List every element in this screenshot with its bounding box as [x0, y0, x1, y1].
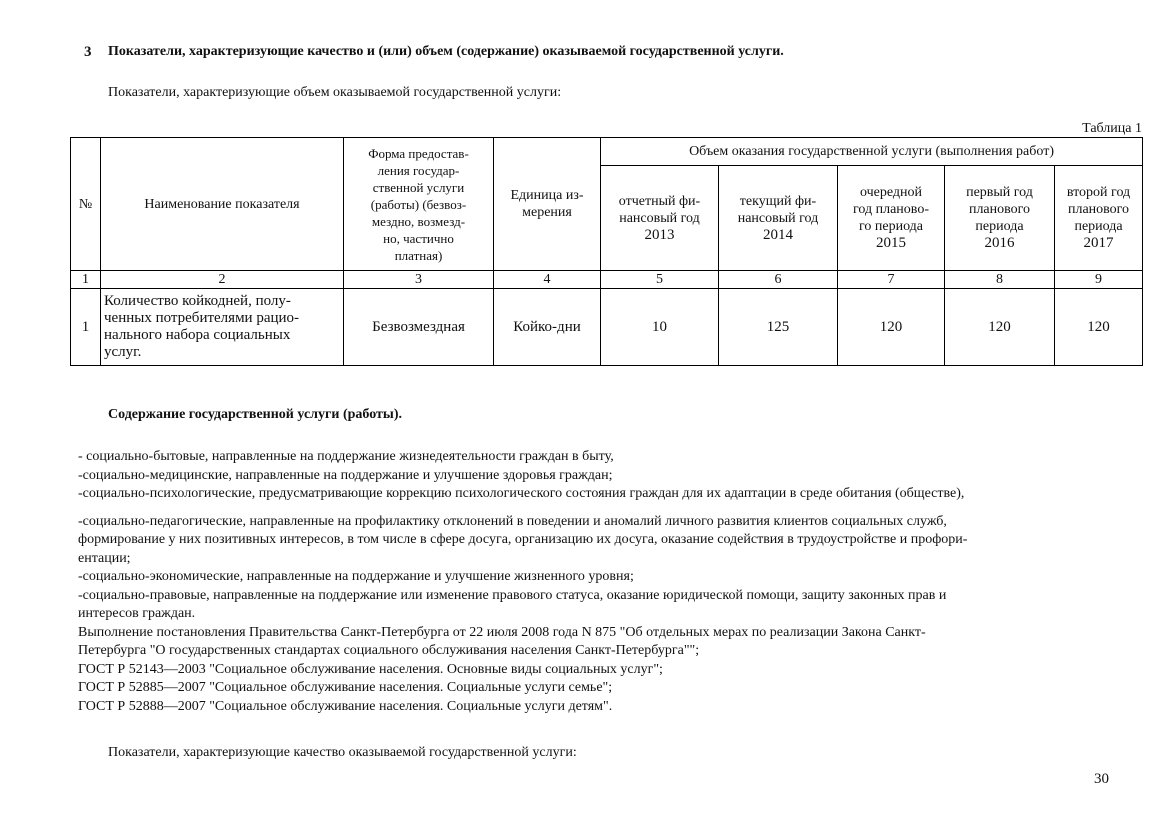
table-label: Таблица 1	[1082, 121, 1142, 136]
row-value-2013: 10	[601, 289, 719, 366]
section-title: Показатели, характеризующие качество и (или) объем (содержание) оказываемой государственной услуги.	[108, 44, 784, 59]
row-unit: Койко-дни	[494, 289, 601, 366]
header-form-l1: ления государ-	[377, 162, 460, 178]
column-number: 7	[838, 271, 945, 289]
header-period-2015	[838, 166, 945, 271]
content-line: - социально-бытовые, направленные на поддержание жизнедеятельности граждан в быту,	[78, 449, 614, 464]
content-line: интересов граждан.	[78, 606, 196, 621]
header-period-2017	[1055, 166, 1143, 271]
content-line: Петербурга "О государственных стандартах социального обслуживания населения Санкт-Петербурга"";	[78, 643, 700, 658]
period-year: 2014	[763, 226, 793, 243]
content-line: Выполнение постановления Правительства Санкт-Петербурга от 22 июля 2008 года N 875 "Об отдельных мерах по реализации Закона Санкт-	[78, 624, 926, 640]
period-line: планового	[968, 202, 1031, 217]
header-form-l3: (работы) (безвоз-	[370, 196, 467, 212]
period-line: год планово-	[853, 202, 929, 217]
period-line: нансовый год	[619, 210, 700, 226]
period-line: второй год	[1066, 185, 1131, 200]
header-form-l6: платная)	[394, 247, 443, 263]
content-title: Содержание государственной услуги (работы).	[108, 407, 402, 422]
period-year: 2013	[644, 226, 675, 243]
header-unit-l1: мерения	[522, 205, 572, 220]
row-name-l3: услуг.	[104, 344, 142, 360]
content-line: ГОСТ Р 52888—2007 "Социальное обслуживание населения. Социальные услуги детям".	[78, 698, 613, 714]
header-volume-group: Объем оказания государственной услуги (выполнения работ)	[601, 138, 1143, 166]
row-num: 1	[71, 289, 101, 366]
content-line: -социально-экономические, направленные на поддержание и улучшение жизненного уровня;	[78, 569, 634, 584]
quality-subtitle: Показатели, характеризующие качество оказываемой государственной услуги:	[108, 745, 577, 760]
header-form	[344, 138, 494, 271]
content-line: -социально-психологические, предусматривающие коррекцию психологического состояния граждан для их адаптации в среде обитания (обществе),	[78, 486, 965, 501]
column-number: 9	[1055, 271, 1143, 289]
period-year: 2017	[1083, 235, 1114, 251]
row-value-2014: 125	[719, 289, 838, 366]
header-form-l4: мездно, возмезд-	[371, 213, 466, 229]
header-form-l0: Форма предостав-	[368, 145, 469, 161]
period-year: 2016	[984, 235, 1015, 251]
header-period-2016	[945, 166, 1055, 271]
column-number: 4	[494, 271, 601, 289]
content-line: -социально-правовые, направленные на поддержание или изменение правового статуса, оказание юридической помощи, защиту законных прав и	[78, 587, 947, 603]
period-line: планового	[1067, 202, 1130, 217]
column-number: 2	[101, 271, 344, 289]
header-name: Наименование показателя	[101, 138, 344, 271]
column-number: 5	[601, 271, 719, 289]
row-value-2015: 120	[838, 289, 945, 366]
column-number: 8	[945, 271, 1055, 289]
row-value-2017: 120	[1055, 289, 1143, 366]
row-indicator-name	[101, 289, 344, 366]
content-body	[78, 448, 1138, 716]
row-name-l1: ченных потребителями рацио-	[104, 310, 300, 326]
paragraph-gap	[78, 504, 1138, 513]
column-numbers-row	[71, 271, 1143, 289]
content-line: -социально-педагогические, направленные на профилактику отклонений в поведении и аномалий личного развития клиентов социальных служб,	[78, 513, 947, 529]
volume-subtitle: Показатели, характеризующие объем оказываемой государственной услуги:	[108, 85, 562, 100]
section-number: 3	[84, 44, 92, 60]
content-line: формирование у них позитивных интересов, в том числе в сфере досуга, организацию их досуга, оказание содействия в трудоустройстве и профори-	[78, 532, 968, 547]
header-unit	[494, 138, 601, 271]
header-form-l2: ственной услуги	[372, 179, 465, 195]
header-unit-l0: Единица из-	[510, 188, 584, 203]
row-form: Безвозмездная	[344, 289, 494, 366]
row-name-l2: нального набора социальных	[104, 327, 291, 343]
period-line: отчетный фи-	[618, 193, 701, 209]
row-value-2016: 120	[945, 289, 1055, 366]
header-form-l5: но, частично	[383, 230, 454, 246]
period-line: текущий фи-	[739, 193, 817, 209]
content-line: -социально-медицинские, направленные на поддержание и улучшение здоровья граждан;	[78, 467, 613, 483]
volume-indicators-table	[70, 137, 1143, 366]
table-row	[71, 289, 1143, 366]
period-line: периода	[1074, 219, 1123, 234]
row-name-l0: Количество койкодней, полу-	[104, 293, 291, 309]
period-year: 2015	[876, 235, 906, 251]
content-line: ГОСТ Р 52885—2007 "Социальное обслуживание населения. Социальные услуги семье";	[78, 680, 613, 695]
content-line: ентации;	[78, 550, 131, 566]
column-number: 1	[71, 271, 101, 289]
page-number: 30	[1094, 771, 1109, 787]
period-line: первый год	[966, 185, 1033, 200]
content-line: ГОСТ Р 52143—2003 "Социальное обслуживание населения. Основные виды социальных услуг";	[78, 661, 663, 677]
header-period-2013	[601, 166, 719, 271]
header-num: №	[71, 138, 101, 271]
column-number: 3	[344, 271, 494, 289]
period-line: периода	[975, 219, 1024, 234]
period-line: очередной	[859, 185, 923, 200]
header-period-2014	[719, 166, 838, 271]
period-line: го периода	[858, 219, 924, 234]
period-line: нансовый год	[737, 210, 819, 226]
column-number: 6	[719, 271, 838, 289]
